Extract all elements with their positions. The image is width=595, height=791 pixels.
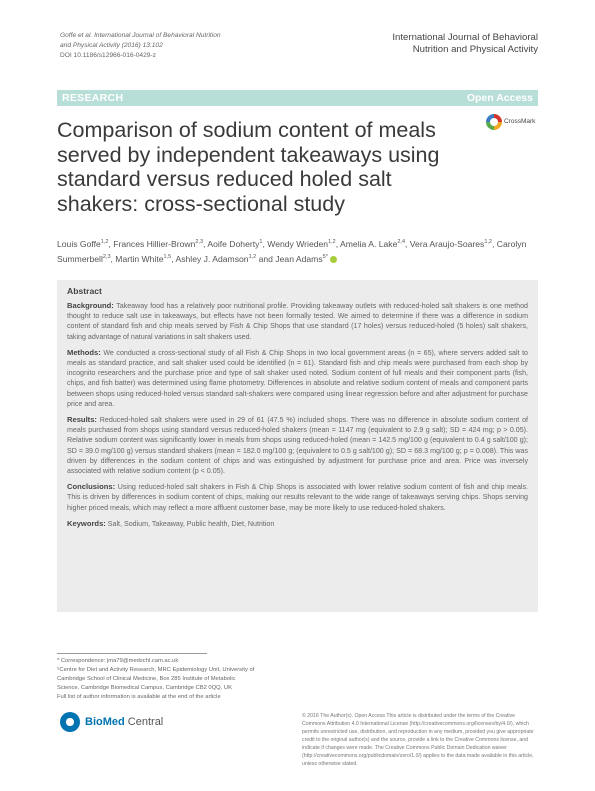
author-affiliation: 5* — [322, 254, 328, 261]
citation-line-2: and Physical Activity (2016) 13:102 — [60, 42, 163, 49]
author-name[interactable]: , Carolyn Summerbell — [57, 238, 527, 265]
section-band — [57, 90, 538, 106]
journal-name-line-1: International Journal of Behavioral — [392, 32, 538, 43]
author-name[interactable]: , Frances Hillier-Brown — [108, 238, 196, 249]
author-name[interactable]: , Aoife Doherty — [203, 238, 260, 249]
abstract-background-text: Takeaway food has a relatively poor nutritional profile. Providing takeaway outlets with reduced-holed salt shakers is one method thought to reduce salt use in takeaways, but effects have not been formally tested. We aimed to determine if there was a difference in sodium content of standard fish and chip meals served by Fish & Chip Shops that use standard (17 holes) versus reduced-holed (5 holes) salt shakers, taking advantage of natural variations in salt shakers used. — [67, 302, 528, 341]
abstract-conclusions-text: Using reduced-holed salt shakers in Fish & Chip Shops is associated with lower relative sodium content of fish and chip meals. This is driven by differences in sodium content of chips, making our results relevant to the wide range of takeaways serving chips. Shops serving higher priced meals, which may reflect a more affluent customer base, may be more likely to use reduced-holed shakers. — [67, 483, 528, 512]
crossmark-icon — [486, 114, 502, 130]
author-name[interactable]: Louis Goffe — [57, 238, 101, 249]
biomed-central-logo-icon — [60, 712, 80, 732]
abstract-keywords-text: Salt, Sodium, Takeaway, Public health, Diet, Nutrition — [105, 519, 275, 528]
section-label: RESEARCH — [62, 92, 124, 104]
author-name[interactable]: and Jean Adams — [256, 254, 323, 265]
author-name[interactable]: , Ashley J. Adamson — [171, 254, 249, 265]
article-title: Comparison of sodium content of meals served by independent takeaways using standard versus reduced holed salt shakers: cross-sectional study — [57, 118, 440, 216]
abstract-methods-text: We conducted a cross-sectional study of all Fish & Chip Shops in two local government areas (n = 65), where servers added salt to meals as standard practice, and salt shaker used could be identified (n = 61). Standard fish and chip meals were purchased from each shop by incognito researchers and the purchase price and type of salt shaker used noted. Sodium content of full meals and their component parts (fish, chips, and fish batter) was determined using flame photometry. Differences in absolute and relative sodium content of meals and component parts between shops using reduced-holed versus standard salt-shakers were compared using linear regression before and after adjustment for purchase price and area. — [67, 348, 528, 408]
journal-name-line-2: Nutrition and Physical Activity — [412, 43, 538, 55]
author-name[interactable]: , Vera Araujo-Soares — [405, 238, 485, 249]
citation-line-1: Goffe et al. International Journal of Behavioral Nutrition — [60, 32, 221, 39]
citation-header — [60, 31, 360, 61]
correspondence-footnote — [57, 657, 302, 702]
affiliation-line: Science, Cambridge Biomedical Campus, Cambridge CB2 0QQ, UK — [57, 684, 232, 691]
abstract-keywords — [67, 519, 528, 529]
abstract-background-label: Background: — [67, 301, 114, 310]
crossmark-label: CrossMark — [504, 118, 536, 125]
author-info-note: Full list of author information is available at the end of the article — [57, 693, 221, 700]
correspondence-email[interactable]: * Correspondence: jma79@medschl.cam.ac.uk — [57, 658, 179, 664]
author-affiliation: 1,2 — [248, 254, 257, 261]
journal-name — [328, 32, 538, 55]
abstract-results-text: Reduced-holed salt shakers were used in 29 of 61 (47.5 %) included shops. There was no difference in absolute sodium content of meals purchased from shops using standard versus reduced-holed shakers (mean = 1147 mg (equivalent to 2.9 g salt); SD = 424 mg; p > 0.05). Relative sodium content was significantly lower in meals from shops using reduced-holed (mean = 142.5 mg/100 g (equivalent to 0.4 g salt/100 g); SD = 39.0 mg/100 g) versus standard shakers (mean = 182.0 mg/100 g; (equivalent to 0.5 g salt/100 g); SD = 68.3 mg/100 g; p = 0.008). This was driven by differences in the sodium content of chips and was extinguished by adjustment for purchase price and area. Price was inversely associated with relative sodium content (p < 0.05). — [67, 416, 528, 476]
biomed-central-name-rest: Central — [124, 716, 164, 728]
abstract-box — [57, 280, 538, 612]
footnote-divider — [57, 653, 207, 654]
author-affiliation: 1,2 — [328, 239, 336, 245]
biomed-central-logo[interactable] — [60, 712, 180, 734]
open-access-label: Open Access — [466, 92, 533, 104]
abstract-results-label: Results: — [67, 415, 97, 425]
abstract-heading: Abstract — [67, 286, 102, 296]
author-name[interactable]: , Wendy Wrieden — [262, 238, 329, 249]
abstract-keywords-label: Keywords: — [67, 518, 106, 528]
author-name[interactable]: , Martin White — [110, 254, 164, 265]
abstract-methods — [67, 348, 528, 409]
author-list — [57, 236, 537, 267]
affiliation-line: ⁵Centre for Diet and Activity Research, MRC Epidemiology Unit, University of — [57, 666, 255, 673]
author-affiliation: 1 — [259, 239, 263, 245]
author-affiliation: 1,2 — [484, 239, 492, 245]
author-affiliation: 1,2 — [100, 239, 109, 245]
crossmark-badge[interactable] — [486, 114, 542, 134]
affiliation-line: Cambridge School of Clinical Medicine, Box 285 Institute of Metabolic — [57, 675, 236, 682]
biomed-central-name — [85, 716, 163, 728]
biomed-central-name-bold: BioMed — [85, 716, 125, 728]
author-affiliation: 2,3 — [102, 254, 111, 261]
license-text: © 2016 The Author(s). Open Access This article is distributed under the terms of the Creative Commons Attribution 4.0 International License (http://creativecommons.org/licenses/by/4.0/), which permits unrestricted use, distribution, and reproduction in any medium, provided you give appropriate credit to the original author(s) and the source, provide a link to the Creative Commons license, and indicate if changes were made. The Creative Commons Public Domain Dedication waiver (http://creativecommons.org/publicdomain/zero/1.0/) applies to the data made available in this article, unless otherwise stated. — [302, 713, 534, 767]
abstract-conclusions-label: Conclusions: — [67, 482, 116, 492]
abstract-background — [67, 301, 528, 342]
doi-link[interactable]: DOI 10.1186/s12966-016-0429-z — [60, 52, 156, 59]
author-affiliation: 1,5 — [163, 254, 172, 261]
orcid-icon[interactable] — [330, 256, 337, 263]
abstract-conclusions — [67, 482, 528, 513]
author-affiliation: 2,3 — [195, 239, 204, 245]
author-affiliation: 2,4 — [397, 239, 406, 245]
author-name[interactable]: , Amelia A. Lake — [335, 238, 398, 249]
abstract-methods-label: Methods: — [67, 347, 101, 357]
abstract-results — [67, 415, 528, 476]
